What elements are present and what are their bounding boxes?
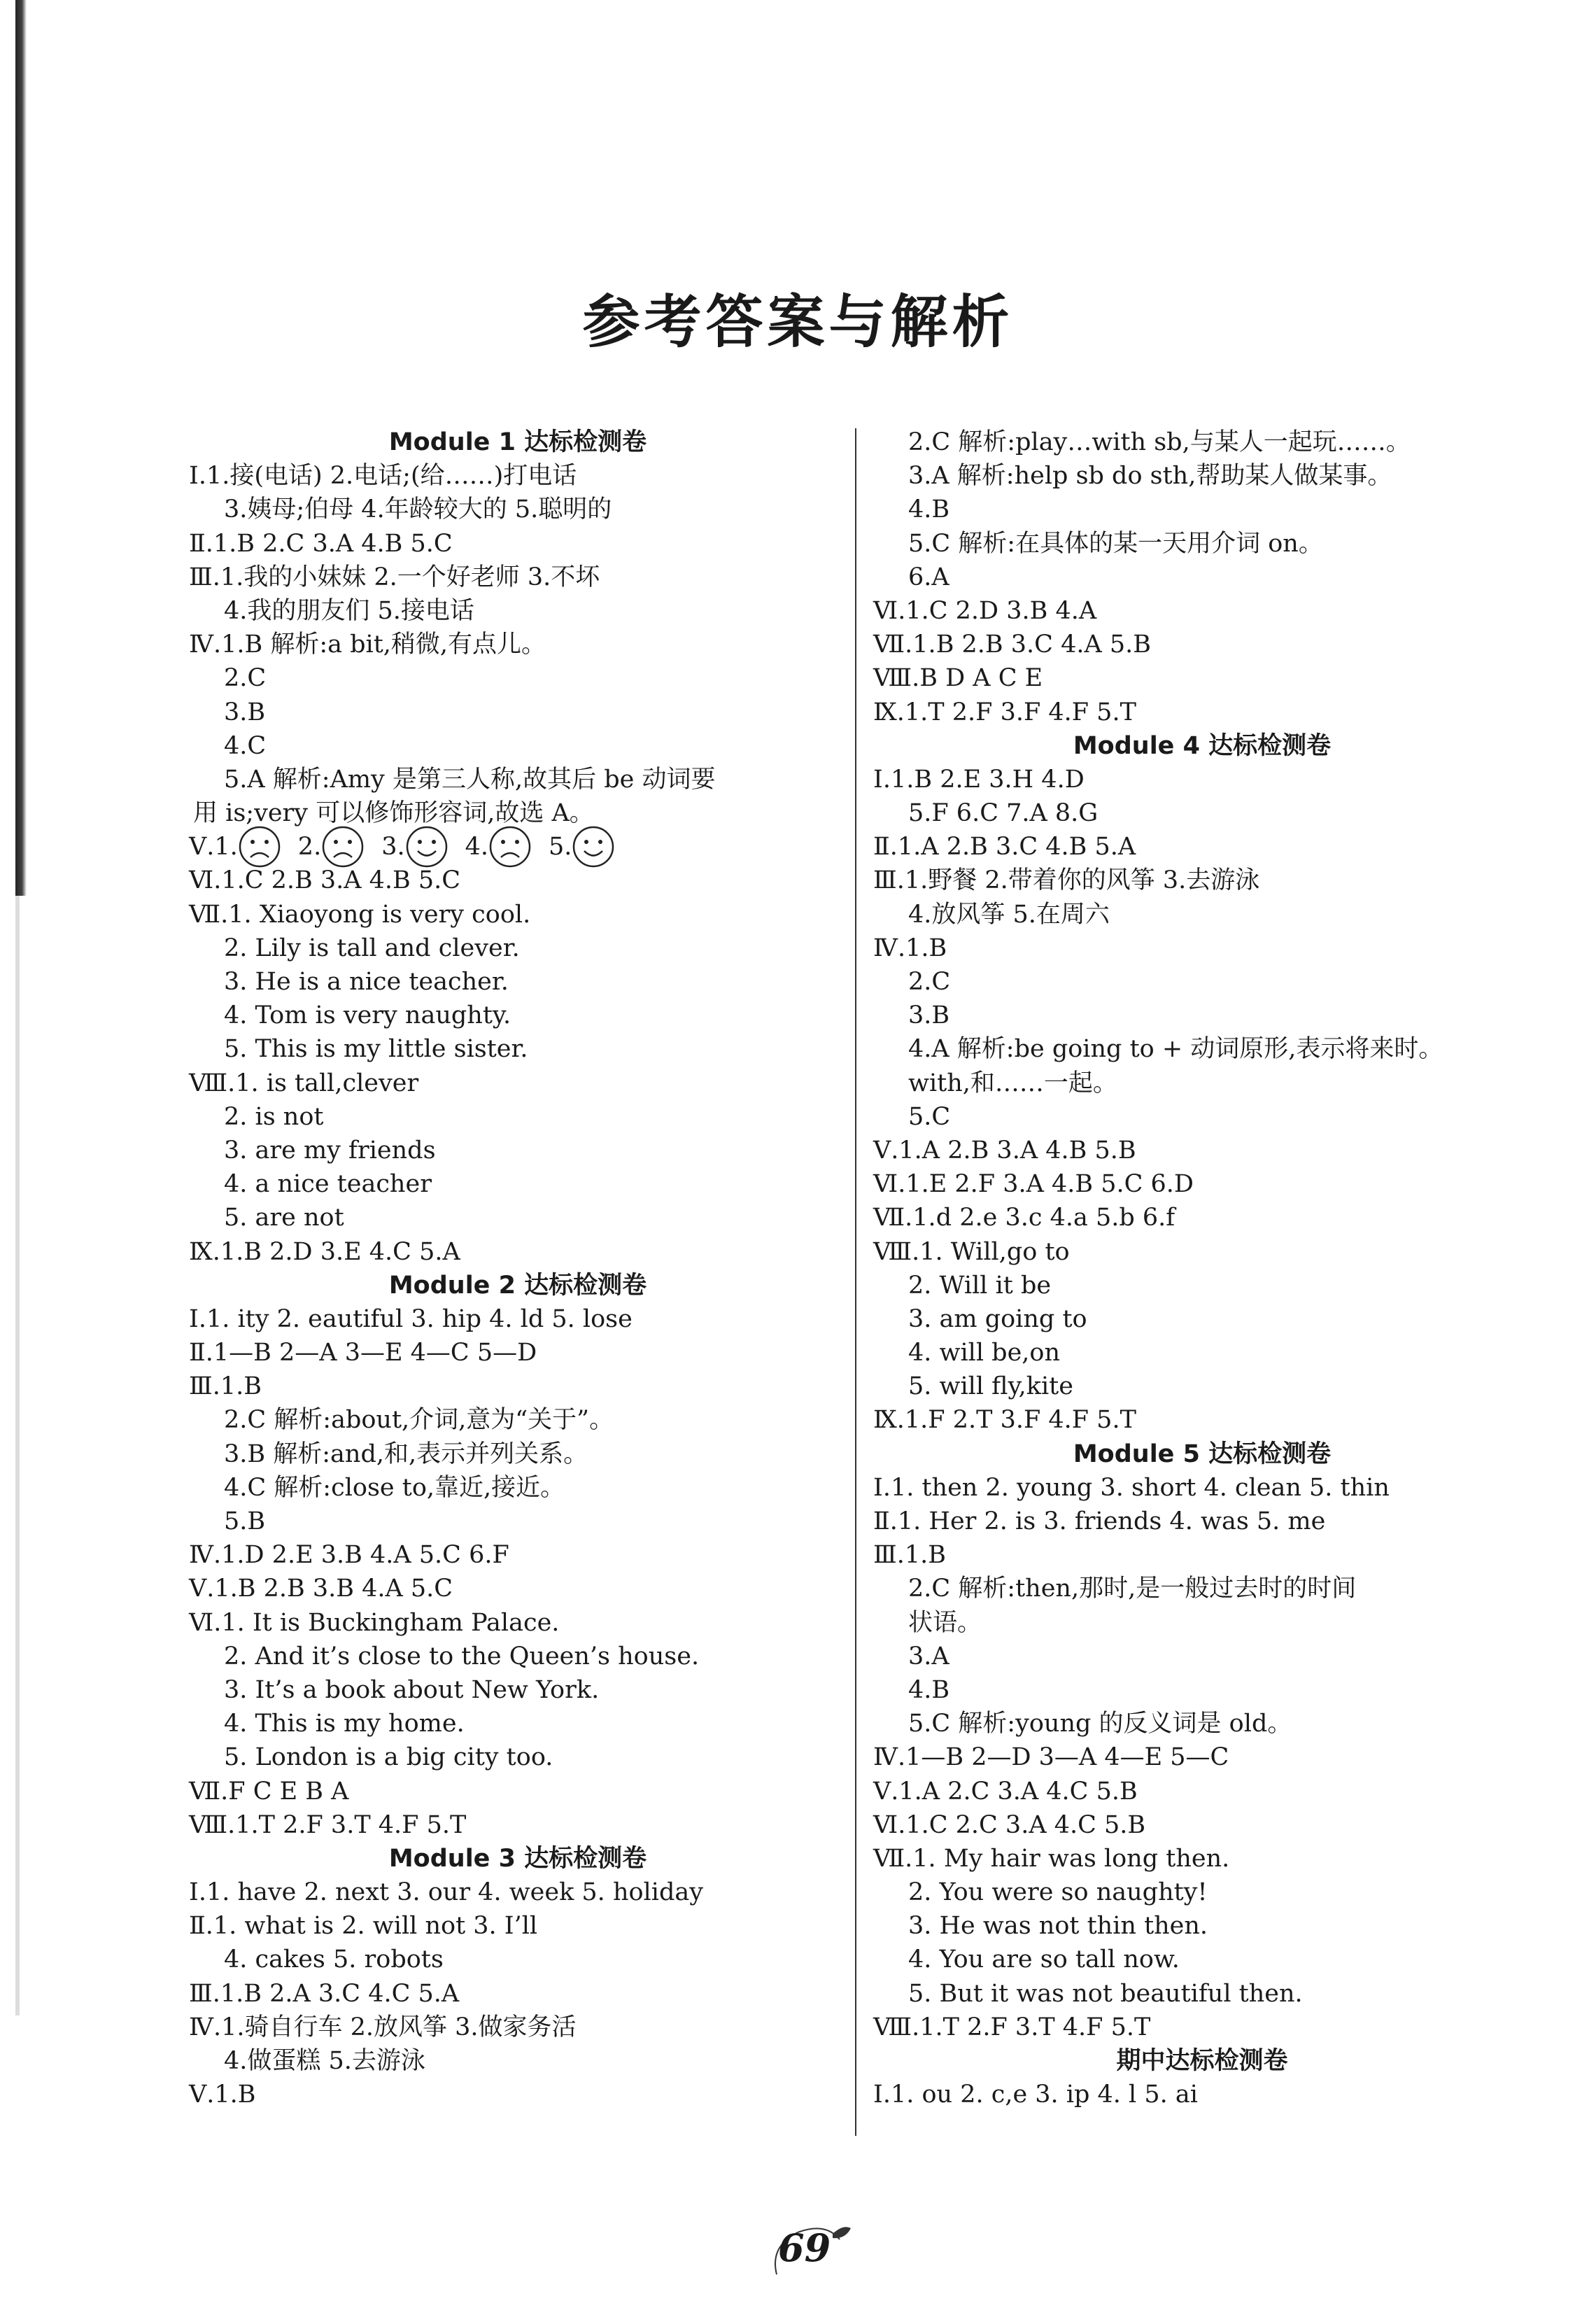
left-column [189, 425, 847, 2111]
sad-face-icon [238, 825, 281, 868]
answer-line: Ⅱ.1—B 2—A 3—E 4—C 5—D [189, 1339, 537, 1367]
answer-line: Ⅷ.1.T 2.F 3.T 4.F 5.T [873, 2013, 1151, 2041]
answer-line: 3.A [908, 1642, 949, 1670]
answer-line: 2. And it’s close to the Queen’s house. [224, 1642, 700, 1670]
answer-line: 4.A 解析:be going to + 动词原形,表示将来时。 [908, 1035, 1443, 1064]
page-edge-line [15, 896, 20, 2015]
answer-line: 4.B [908, 1675, 950, 1704]
answer-line: 用 is;very 可以修饰形容词,故选 A。 [193, 799, 594, 828]
answer-label: 5. [549, 833, 572, 861]
right-column [873, 425, 1531, 2111]
answer-line: Ⅳ.1—B 2—D 3—A 4—E 5—C [873, 1743, 1229, 1772]
answer-line: Ⅴ.1.A 2.B 3.A 4.B 5.B [873, 1136, 1136, 1164]
sad-face-icon [488, 825, 532, 868]
answer-line: 5.C 解析:young 的反义词是 old。 [908, 1710, 1292, 1738]
answer-line: Ⅵ.1.E 2.F 3.A 4.B 5.C 6.D [873, 1170, 1194, 1199]
answer-line: Ⅴ.1.B 2.B 3.B 4.A 5.C [189, 1575, 453, 1603]
answer-line: Ⅵ.1.C 2.B 3.A 4.B 5.C [189, 866, 461, 895]
answer-line: 3.A 解析:help sb do sth,帮助某人做某事。 [908, 462, 1392, 491]
answer-line: 3. It’s a book about New York. [224, 1675, 600, 1704]
answer-line: Ⅱ.1. Her 2. is 3. friends 4. was 5. me [873, 1507, 1326, 1535]
answer-line: Ⅵ.1. It is Buckingham Palace. [189, 1608, 560, 1637]
answer-line: Ⅱ.1.A 2.B 3.C 4.B 5.A [873, 833, 1136, 861]
answer-line: 6.A [908, 563, 949, 591]
section-heading: Module 2 达标检测卷 [388, 1271, 647, 1300]
page-title: 参考答案与解析 [582, 288, 1014, 356]
answer-line: Ⅰ.1.接(电话) 2.电话;(给……)打电话 [189, 462, 577, 491]
sad-face-icon [321, 825, 365, 868]
answer-line: Ⅰ.1.B 2.E 3.H 4.D [873, 765, 1085, 794]
answer-line: 5.C 解析:在具体的某一天用介词 on。 [908, 529, 1323, 558]
section-heading: Module 5 达标检测卷 [1073, 1440, 1332, 1468]
answer-line: Ⅰ.1. have 2. next 3. our 4. week 5. holiday [189, 1878, 703, 1907]
answer-line: Ⅴ.1.A 2.C 3.A 4.C 5.B [873, 1777, 1138, 1806]
answer-line: Ⅸ.1.B 2.D 3.E 4.C 5.A [189, 1237, 460, 1266]
answer-line: 4.我的朋友们 5.接电话 [224, 596, 474, 625]
answer-line: 4. will be,on [908, 1339, 1061, 1367]
answer-line: Ⅷ.1. is tall,clever [189, 1069, 419, 1097]
answer-line: Ⅶ.1.d 2.e 3.c 4.a 5.b 6.f [873, 1204, 1175, 1232]
page-number: 69 [778, 2225, 831, 2270]
section-heading: Module 1 达标检测卷 [388, 428, 647, 456]
answer-line: Ⅳ.1.B 解析:a bit,稍微,有点儿。 [189, 631, 546, 659]
answer-line: Ⅴ.1.B [189, 2081, 256, 2109]
answer-line: 4.做蛋糕 5.去游泳 [224, 2047, 425, 2075]
answer-label: Ⅴ.1. [189, 833, 238, 861]
answer-line: 3.B [908, 1001, 950, 1030]
answer-line: Ⅲ.1.B [189, 1372, 262, 1401]
answer-line: Ⅲ.1.我的小妹妹 2.一个好老师 3.不坏 [189, 563, 600, 591]
answer-line: Ⅸ.1.F 2.T 3.F 4.F 5.T [873, 1406, 1136, 1435]
section-heading: 期中达标检测卷 [1116, 2047, 1288, 2075]
answer-line: Ⅱ.1.B 2.C 3.A 4.B 5.C [189, 529, 453, 558]
answer-line: 3. are my friends [224, 1136, 436, 1164]
section-heading: Module 4 达标检测卷 [1073, 731, 1332, 760]
answer-line: 2.C [908, 968, 951, 996]
face-answer-row [189, 830, 847, 864]
happy-face-icon [572, 825, 615, 868]
answer-line: Ⅱ.1. what is 2. will not 3. I’ll [189, 1912, 538, 1941]
answer-line: Ⅶ.1. Xiaoyong is very cool. [189, 900, 531, 929]
section-heading: Module 3 达标检测卷 [388, 1844, 647, 1873]
happy-face-icon [405, 825, 449, 868]
answer-line: Ⅷ.1. Will,go to [873, 1237, 1070, 1266]
answer-line: 4.放风筝 5.在周六 [908, 900, 1110, 929]
answer-line: Ⅷ.B D A C E [873, 664, 1043, 693]
page-edge-shadow [15, 0, 27, 896]
answer-line: Ⅰ.1. ity 2. eautiful 3. hip 4. ld 5. lose [189, 1304, 633, 1333]
answer-label: 4. [465, 833, 489, 861]
answer-line: 3.B [224, 698, 266, 726]
answer-line: 2.C 解析:then,那时,是一般过去时的时间 [908, 1575, 1357, 1603]
answer-line: Ⅰ.1. then 2. young 3. short 4. clean 5. thin [873, 1473, 1390, 1502]
answer-line: 2. You were so naughty! [908, 1878, 1208, 1907]
answer-line: Ⅰ.1. ou 2. c,e 3. ip 4. l 5. ai [873, 2081, 1198, 2109]
answer-line: 5. are not [224, 1204, 344, 1232]
answer-line: 2. is not [224, 1102, 324, 1131]
answer-line: 3.姨母;伯母 4.年龄较大的 5.聪明的 [224, 495, 612, 524]
answer-label: 2. [297, 833, 322, 861]
answer-line: 3. am going to [908, 1304, 1087, 1333]
answer-line: Ⅵ.1.C 2.C 3.A 4.C 5.B [873, 1810, 1146, 1839]
answer-line: 2.C [224, 664, 267, 693]
answer-line: 4. Tom is very naughty. [224, 1001, 511, 1030]
answer-line: 5. But it was not beautiful then. [908, 1979, 1303, 2008]
answer-line: 5.F 6.C 7.A 8.G [908, 799, 1099, 828]
answer-line: 2.C 解析:play…with sb,与某人一起玩……。 [908, 428, 1411, 456]
answer-line: 5.A 解析:Amy 是第三人称,故其后 be 动词要 [224, 765, 716, 794]
answer-line: 3. He was not thin then. [908, 1912, 1208, 1941]
answer-line: 5.B [224, 1507, 266, 1535]
column-divider [855, 428, 856, 2136]
answer-line: 4. cakes 5. robots [224, 1945, 444, 1974]
answer-line: Ⅳ.1.B [873, 934, 947, 962]
answer-line: Ⅶ.1. My hair was long then. [873, 1844, 1230, 1873]
answer-line: Ⅲ.1.野餐 2.带着你的风筝 3.去游泳 [873, 866, 1260, 895]
answer-line: 5. will fly,kite [908, 1372, 1073, 1401]
answer-label: 3. [381, 833, 405, 861]
answer-line: Ⅲ.1.B [873, 1541, 946, 1570]
answer-line: with,和……一起。 [908, 1069, 1117, 1097]
answer-line: 4. a nice teacher [224, 1170, 432, 1199]
answer-line: 状语。 [908, 1608, 982, 1637]
answer-line: 2. Will it be [908, 1271, 1052, 1300]
answer-line: Ⅸ.1.T 2.F 3.F 4.F 5.T [873, 698, 1136, 726]
answer-line: 5.C [908, 1102, 951, 1131]
answer-line: Ⅲ.1.B 2.A 3.C 4.C 5.A [189, 1979, 460, 2008]
answer-line: 4.C [224, 731, 267, 760]
answer-line: 4. You are so tall now. [908, 1945, 1180, 1974]
answer-line: 4.B [908, 495, 950, 524]
answer-line: Ⅵ.1.C 2.D 3.B 4.A [873, 596, 1097, 625]
answer-line: 2. Lily is tall and clever. [224, 934, 520, 962]
answer-line: 2.C 解析:about,介词,意为“关于”。 [224, 1406, 614, 1435]
answer-line: 4.C 解析:close to,靠近,接近。 [224, 1473, 565, 1502]
answer-line: Ⅶ.F C E B A [189, 1777, 349, 1806]
answer-line: Ⅷ.1.T 2.F 3.T 4.F 5.T [189, 1810, 467, 1839]
answer-line: 3. He is a nice teacher. [224, 968, 509, 996]
answer-line: Ⅳ.1.D 2.E 3.B 4.A 5.C 6.F [189, 1541, 509, 1570]
answer-line: Ⅳ.1.骑自行车 2.放风筝 3.做家务活 [189, 2013, 577, 2041]
answer-line: Ⅶ.1.B 2.B 3.C 4.A 5.B [873, 631, 1151, 659]
answer-line: 5. London is a big city too. [224, 1743, 553, 1772]
answer-line: 4. This is my home. [224, 1710, 465, 1738]
answer-line: 3.B 解析:and,和,表示并列关系。 [224, 1440, 588, 1468]
answer-line: 5. This is my little sister. [224, 1035, 528, 1064]
